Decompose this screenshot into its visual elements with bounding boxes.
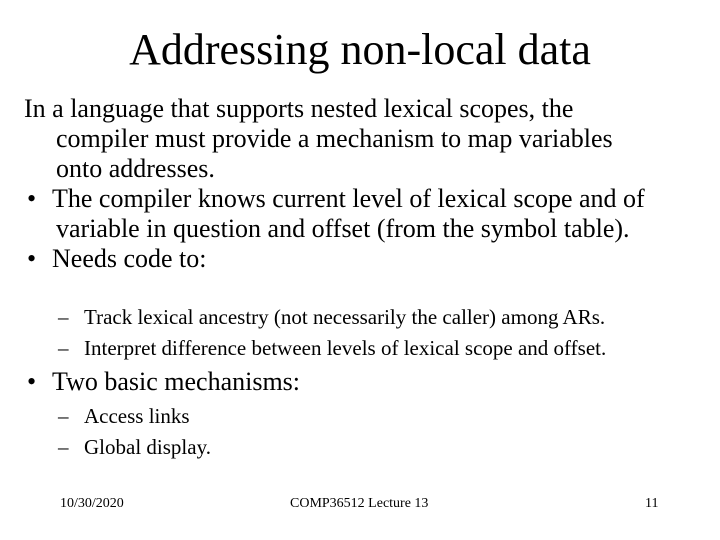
bullet-line: Two basic mechanisms:	[52, 367, 301, 396]
intro-line-2: compiler must provide a mechanism to map variables	[56, 124, 613, 153]
slide-title: Addressing non-local data	[129, 25, 591, 74]
footer-page-number: 11	[645, 496, 659, 511]
intro-line-1: In a language that supports nested lexical scopes, the	[24, 94, 574, 123]
sub-bullet-item	[58, 302, 605, 332]
dash-icon: –	[58, 336, 69, 360]
bullet-item	[27, 367, 300, 397]
sub-bullet-item	[58, 432, 211, 462]
bullet-item	[27, 244, 207, 274]
sub-bullet-text: Track lexical ancestry (not necessarily the caller) among ARs.	[84, 305, 606, 329]
bullet-line: variable in question and offset (from the symbol table).	[56, 214, 630, 243]
dash-icon: –	[58, 435, 69, 459]
dash-icon: –	[58, 305, 69, 329]
sub-bullet-item	[58, 333, 606, 363]
sub-bullet-text: Global display.	[84, 435, 211, 459]
sub-bullet-text: Access links	[84, 404, 190, 428]
footer-date: 10/30/2020	[60, 496, 124, 511]
bullet-item	[27, 184, 645, 214]
bullet-icon: •	[27, 184, 37, 213]
footer-course: COMP36512 Lecture 13	[290, 496, 429, 511]
intro-line-3: onto addresses.	[56, 154, 215, 183]
sub-bullet-text: Interpret difference between levels of lexical scope and offset.	[84, 336, 607, 360]
dash-icon: –	[58, 404, 69, 428]
bullet-icon: •	[27, 367, 37, 396]
bullet-line: Needs code to:	[52, 244, 207, 273]
sub-bullet-item	[58, 401, 190, 431]
bullet-line: The compiler knows current level of lexical scope and of	[52, 184, 645, 213]
bullet-icon: •	[27, 244, 37, 273]
